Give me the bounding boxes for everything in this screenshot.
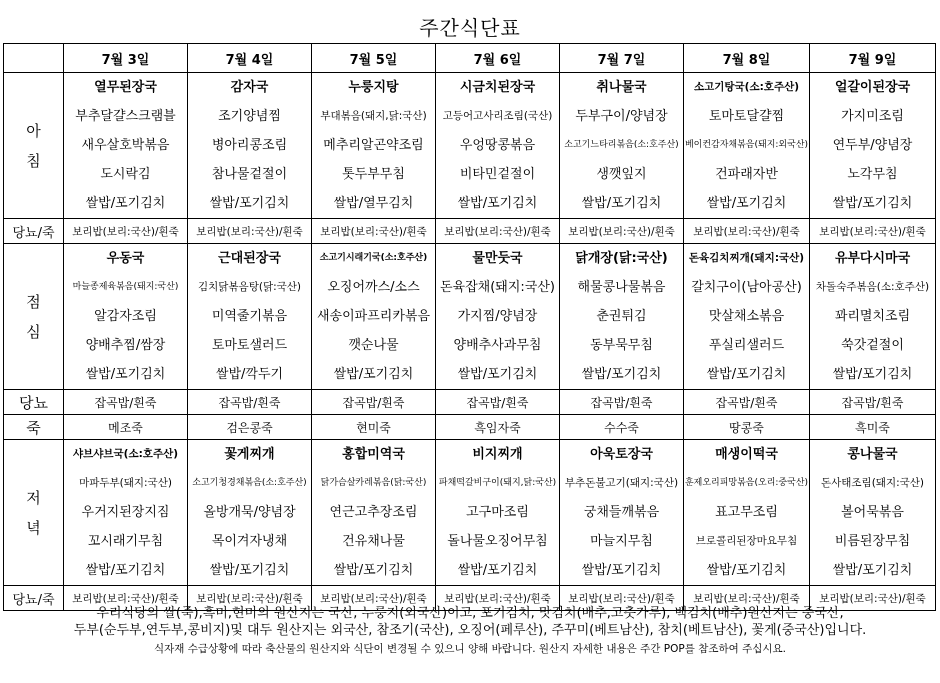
diet-cell: 보리밥(보리:국산)/흰죽 xyxy=(684,586,810,611)
diet-cell: 보리밥(보리:국산)/흰죽 xyxy=(64,219,188,244)
day-header: 7월 7일 xyxy=(560,44,684,73)
day-header: 7월 4일 xyxy=(188,44,312,73)
diet-cell: 보리밥(보리:국산)/흰죽 xyxy=(810,586,936,611)
dinner-cell: 꽃게찌개 소고기청경채볶음(소:호주산) 올방개묵/양념장 목이겨자냉채 쌀밥/포기김치 xyxy=(188,440,312,586)
dinner-label: 저 녁 xyxy=(4,440,64,586)
breakfast-cell: 취나물국 두부구이/양념장 소고기느타리볶음(소:호주산) 생깻잎지 쌀밥/포기김치 xyxy=(560,73,684,219)
diet-cell: 보리밥(보리:국산)/흰죽 xyxy=(312,219,436,244)
diet-cell: 보리밥(보리:국산)/흰죽 xyxy=(188,586,312,611)
origin-notice-line: 두부(순두부,연두부,콩비지)및 대두 원산지는 외국산, 참조기(국산), 오징어(페루산), 주꾸미(베트남산), 참치(베트남산), 꽃게(중국산)입니다. xyxy=(73,623,867,638)
diabetic-cell: 잡곡밥/흰죽 xyxy=(436,390,560,415)
dinner-cell: 비지찌개 파채떡갈비구이(돼지,닭:국산) 고구마조림 돌나물오징어무침 쌀밥/포기김치 xyxy=(436,440,560,586)
diabetic-cell: 잡곡밥/흰죽 xyxy=(64,390,188,415)
breakfast-cell: 감자국 조기양념찜 병아리콩조림 참나물겉절이 쌀밥/포기김치 xyxy=(188,73,312,219)
corner-cell xyxy=(4,44,64,73)
header-row xyxy=(4,44,936,73)
breakfast-cell: 시금치된장국 고등어고사리조림(국산) 우엉땅콩볶음 비타민겉절이 쌀밥/포기김치 xyxy=(436,73,560,219)
diet-cell: 보리밥(보리:국산)/흰죽 xyxy=(560,219,684,244)
lunch-diabetic-row xyxy=(4,390,936,415)
diet-label: 당뇨/죽 xyxy=(4,219,64,244)
porridge-label: 죽 xyxy=(4,415,64,440)
breakfast-cell: 열무된장국 부추달걀스크램블 새우살호박볶음 도시락김 쌀밥/포기김치 xyxy=(64,73,188,219)
lunch-cell: 물만둣국 돈육잡채(돼지:국산) 가지찜/양념장 양배추사과무침 쌀밥/포기김치 xyxy=(436,244,560,390)
diabetic-cell: 잡곡밥/흰죽 xyxy=(312,390,436,415)
breakfast-diet-row xyxy=(4,219,936,244)
porridge-cell: 흑임자죽 xyxy=(436,415,560,440)
breakfast-label: 아 침 xyxy=(4,73,64,219)
diabetic-cell: 잡곡밥/흰죽 xyxy=(188,390,312,415)
day-header: 7월 3일 xyxy=(64,44,188,73)
diet-cell: 보리밥(보리:국산)/흰죽 xyxy=(312,586,436,611)
lunch-label: 점 심 xyxy=(4,244,64,390)
diet-cell: 보리밥(보리:국산)/흰죽 xyxy=(684,219,810,244)
page-title: 주간식단표 xyxy=(419,16,521,40)
menu-table xyxy=(3,43,936,611)
origin-notice xyxy=(0,605,940,658)
lunch-cell: 돈육김치찌개(돼지:국산) 갈치구이(남아공산) 맛살채소볶음 푸실리샐러드 쌀밥/포기김치 xyxy=(684,244,810,390)
diet-cell: 보리밥(보리:국산)/흰죽 xyxy=(64,586,188,611)
diet-cell: 보리밥(보리:국산)/흰죽 xyxy=(436,586,560,611)
lunch-row xyxy=(4,244,936,390)
dinner-cell: 샤브샤브국(소:호주산) 마파두부(돼지:국산) 우거지된장지짐 꼬시래기무침 쌀밥/포기김치 xyxy=(64,440,188,586)
lunch-cell: 우동국 마늘종제육볶음(돼지:국산) 알감자조림 양배추찜/쌈장 쌀밥/포기김치 xyxy=(64,244,188,390)
dinner-row xyxy=(4,440,936,586)
diabetic-cell: 잡곡밥/흰죽 xyxy=(810,390,936,415)
breakfast-cell: 누룽지탕 부대볶음(돼지,닭:국산) 메추리알곤약조림 톳두부무침 쌀밥/열무김치 xyxy=(312,73,436,219)
lunch-porridge-row xyxy=(4,415,936,440)
lunch-cell: 닭개장(닭:국산) 해물콩나물볶음 춘권튀김 동부묵무침 쌀밥/포기김치 xyxy=(560,244,684,390)
dinner-cell: 콩나물국 돈사태조림(돼지:국산) 볼어묵볶음 비름된장무침 쌀밥/포기김치 xyxy=(810,440,936,586)
dinner-cell: 홍합미역국 닭가슴살카레볶음(닭:국산) 연근고추장조림 건유채나물 쌀밥/포기김치 xyxy=(312,440,436,586)
change-notice: 식자재 수급상황에 따라 축산물의 원산지와 식단이 변경될 수 있으니 양해 바랍니다. 원산지 자세한 내용은 주간 POP를 참조하여 주십시요. xyxy=(153,643,787,655)
porridge-cell: 수수죽 xyxy=(560,415,684,440)
lunch-cell: 소고기시래기국(소:호주산) 오징어까스/소스 새송이파프리카볶음 깻순나물 쌀밥/포기김치 xyxy=(312,244,436,390)
diabetic-label: 당뇨 xyxy=(4,390,64,415)
breakfast-cell: 얼갈이된장국 가지미조림 연두부/양념장 노각무침 쌀밥/포기김치 xyxy=(810,73,936,219)
diet-label: 당뇨/죽 xyxy=(4,586,64,611)
diet-cell: 보리밥(보리:국산)/흰죽 xyxy=(560,586,684,611)
day-header: 7월 8일 xyxy=(684,44,810,73)
diabetic-cell: 잡곡밥/흰죽 xyxy=(560,390,684,415)
dinner-cell: 아욱토장국 부추돈불고기(돼지:국산) 궁채들깨볶음 마늘지무침 쌀밥/포기김치 xyxy=(560,440,684,586)
diet-cell: 보리밥(보리:국산)/흰죽 xyxy=(436,219,560,244)
lunch-cell: 유부다시마국 차돌숙주볶음(소:호주산) 꽈리멸치조림 쑥갓겉절이 쌀밥/포기김치 xyxy=(810,244,936,390)
breakfast-row xyxy=(4,73,936,219)
origin-notice-line: 우리식당의 쌀(죽),흑미,현미의 원산지는 국산, 누룽지(외국산)이고, 포기김치, 맛김치(배추,고춧가루), 백김치(배추)원산지는 중국산, xyxy=(96,606,844,621)
day-header: 7월 5일 xyxy=(312,44,436,73)
porridge-cell: 땅콩죽 xyxy=(684,415,810,440)
porridge-cell: 흑미죽 xyxy=(810,415,936,440)
diet-cell: 보리밥(보리:국산)/흰죽 xyxy=(810,219,936,244)
porridge-cell: 메조죽 xyxy=(64,415,188,440)
breakfast-cell: 소고기탕국(소:호주산) 토마토달걀찜 베이컨감자채볶음(돼지:외국산) 건파래자반 쌀밥/포기김치 xyxy=(684,73,810,219)
diet-cell: 보리밥(보리:국산)/흰죽 xyxy=(188,219,312,244)
day-header: 7월 9일 xyxy=(810,44,936,73)
lunch-cell: 근대된장국 김치닭볶음탕(닭:국산) 미역줄기볶음 토마토샐러드 쌀밥/깍두기 xyxy=(188,244,312,390)
diabetic-cell: 잡곡밥/흰죽 xyxy=(684,390,810,415)
dinner-cell: 매생이떡국 훈제오리피망볶음(오리:중국산) 표고무조림 브로콜리된장마요무침 쌀밥/포기김치 xyxy=(684,440,810,586)
porridge-cell: 현미죽 xyxy=(312,415,436,440)
porridge-cell: 검은콩죽 xyxy=(188,415,312,440)
day-header: 7월 6일 xyxy=(436,44,560,73)
